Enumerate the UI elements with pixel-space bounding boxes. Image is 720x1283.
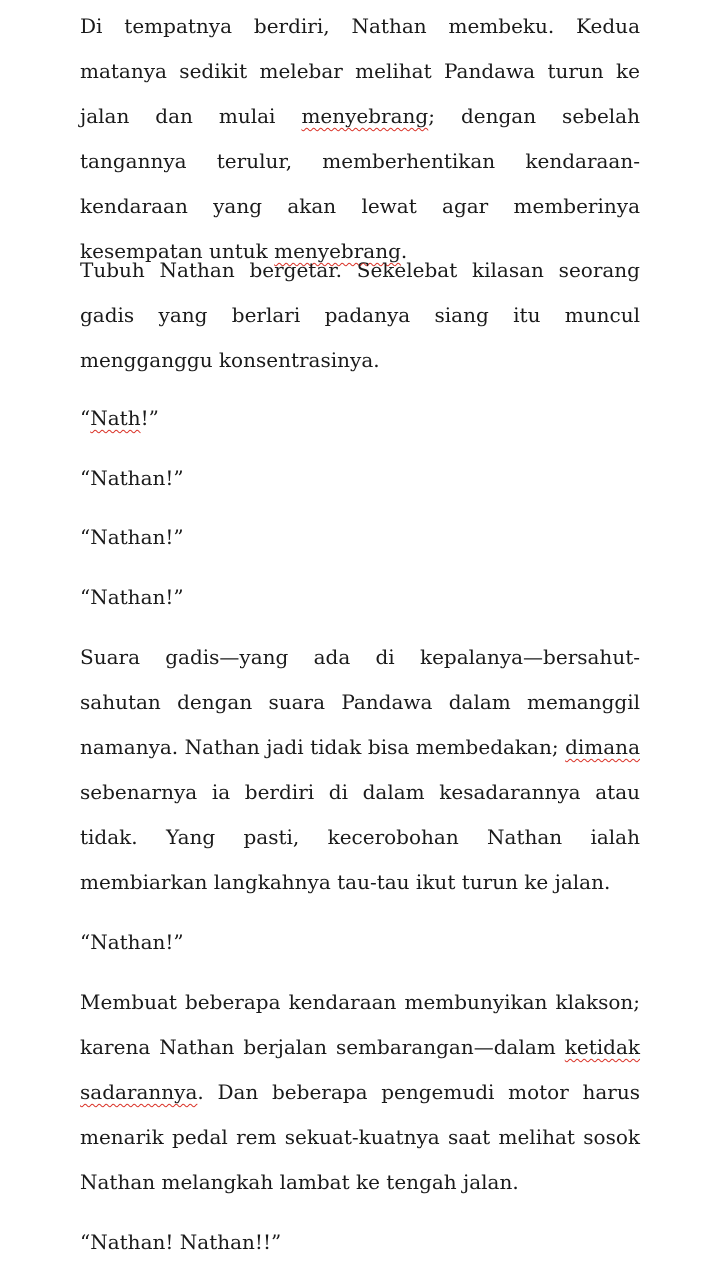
dialogue-line-3 <box>80 515 640 560</box>
text-run: “ <box>80 406 91 430</box>
paragraph-2 <box>80 248 640 383</box>
text-run: “Nathan!” <box>80 525 184 549</box>
text-run: ; dengan sebelah tangannya terulur, memberhentikan kendaraan-kendaraan yang akan lewat agar memberinya kesempatan untuk <box>80 104 640 263</box>
text-run: “Nathan! Nathan!!” <box>80 1230 282 1254</box>
misspelled-word: ketidak sadarannya <box>80 1035 640 1104</box>
paragraph-3 <box>80 635 640 905</box>
dialogue-line-6 <box>80 1220 640 1265</box>
dialogue-line-1 <box>80 396 640 441</box>
text-run: Di tempatnya berdiri, Nathan membeku. Kedua matanya sedikit melebar melihat Pandawa turun ke jalan dan mulai <box>80 14 640 128</box>
dialogue-line-5 <box>80 920 640 965</box>
text-run: !” <box>140 406 159 430</box>
misspelled-word: Nath <box>90 406 141 430</box>
text-run: sebenarnya ia berdiri di dalam kesadarannya atau tidak. Yang pasti, kecerobohan Nathan ialah membiarkan langkahnya tau-tau ikut turun ke jalan. <box>80 780 640 894</box>
dialogue-line-2 <box>80 456 640 501</box>
text-run: “Nathan!” <box>80 585 184 609</box>
paragraph-4 <box>80 980 640 1205</box>
text-run: Suara gadis—yang ada di kepalanya—bersahut-sahutan dengan suara Pandawa dalam memanggil namanya. Nathan jadi tidak bisa membedakan; <box>80 645 640 759</box>
text-run: Tubuh Nathan bergetar. Sekelebat kilasan seorang gadis yang berlari padanya siang itu muncul mengganggu konsentrasinya. <box>80 258 640 372</box>
misspelled-word: menyebrang <box>301 104 429 128</box>
dialogue-line-4 <box>80 575 640 620</box>
text-run: “Nathan!” <box>80 466 184 490</box>
text-run: Membuat beberapa kendaraan membunyikan klakson; karena Nathan berjalan sembarangan—dalam <box>80 990 640 1059</box>
text-run: . <box>400 239 408 263</box>
text-run: . Dan beberapa pengemudi motor harus menarik pedal rem sekuat-kuatnya saat melihat sosok Nathan melangkah lambat ke tengah jalan. <box>80 1080 640 1194</box>
misspelled-word: dimana <box>565 735 640 759</box>
misspelled-word: menyebrang <box>274 239 401 263</box>
paragraph-1 <box>80 4 640 274</box>
text-run: “Nathan!” <box>80 930 184 954</box>
